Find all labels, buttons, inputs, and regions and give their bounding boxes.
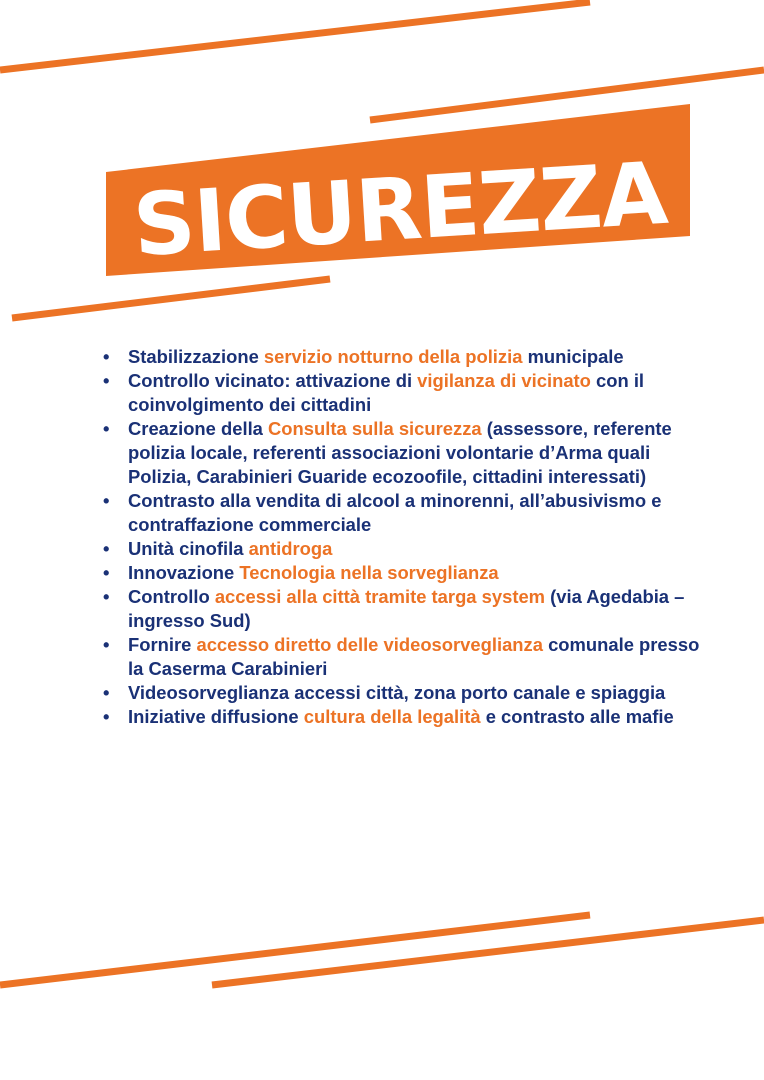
item-text: con il coinvolgimento dei cittadini	[128, 370, 645, 415]
bullet-icon: •	[103, 706, 110, 727]
list-item	[100, 369, 700, 417]
security-items-list	[100, 345, 700, 729]
highlight-text: antidroga	[248, 538, 333, 559]
item-text: Stabilizzazione	[128, 346, 264, 367]
list-item	[100, 345, 700, 369]
bullet-icon: •	[103, 490, 110, 511]
bullet-icon: •	[103, 562, 110, 583]
list-item	[100, 585, 700, 633]
page-title: SICUREZZA	[130, 143, 670, 277]
bullet-icon: •	[103, 682, 110, 703]
item-text: municipale	[522, 346, 624, 367]
item-text: e contrasto alle mafie	[480, 706, 674, 727]
list-item	[100, 681, 700, 705]
top-stripe-1	[0, 2, 590, 70]
bullet-icon: •	[103, 586, 110, 607]
list-item	[100, 561, 700, 585]
item-text: Controllo vicinato: attivazione di	[128, 370, 418, 391]
item-text: Unità cinofila	[128, 538, 249, 559]
item-text: Iniziative diffusione	[128, 706, 304, 727]
highlight-text: accesso diretto delle videosorveglianza	[196, 634, 543, 655]
highlight-text: accessi alla città tramite targa system	[214, 586, 546, 607]
item-text: comunale presso la Caserma Carabinieri	[128, 634, 700, 679]
item-text: (via Agedabia – ingresso Sud)	[128, 586, 685, 631]
bullet-icon: •	[103, 346, 110, 367]
list-item	[100, 537, 700, 561]
list-item	[100, 489, 700, 537]
list-item	[100, 705, 700, 729]
item-text: Creazione della	[128, 418, 269, 439]
highlight-text: vigilanza di vicinato	[417, 370, 591, 391]
bullet-icon: •	[103, 370, 110, 391]
highlight-text: Tecnologia nella sorveglianza	[239, 562, 499, 583]
item-text: (assessore, referente polizia locale, referenti associazioni volontarie d’Arma quali Polizia, Carabinieri Guaride ecozoofile, cittadini interessati)	[128, 418, 672, 487]
item-text: Contrasto alla vendita di alcool a minorenni, all’abusivismo e contraffazione commerciale	[128, 490, 662, 535]
highlight-text: Consulta sulla sicurezza	[268, 418, 482, 439]
list-item	[100, 633, 700, 681]
bullet-icon: •	[103, 538, 110, 559]
item-text: Videosorveglianza accessi città, zona porto canale e spiaggia	[128, 682, 666, 703]
list-item	[100, 417, 700, 489]
top-stripe-2	[370, 70, 764, 120]
item-text: Fornire	[128, 634, 197, 655]
bullet-icon: •	[103, 418, 110, 439]
highlight-text: servizio notturno della polizia	[263, 346, 523, 367]
item-text: Controllo	[128, 586, 215, 607]
highlight-text: cultura della legalità	[303, 706, 481, 727]
item-text: Innovazione	[128, 562, 240, 583]
bullet-icon: •	[103, 634, 110, 655]
